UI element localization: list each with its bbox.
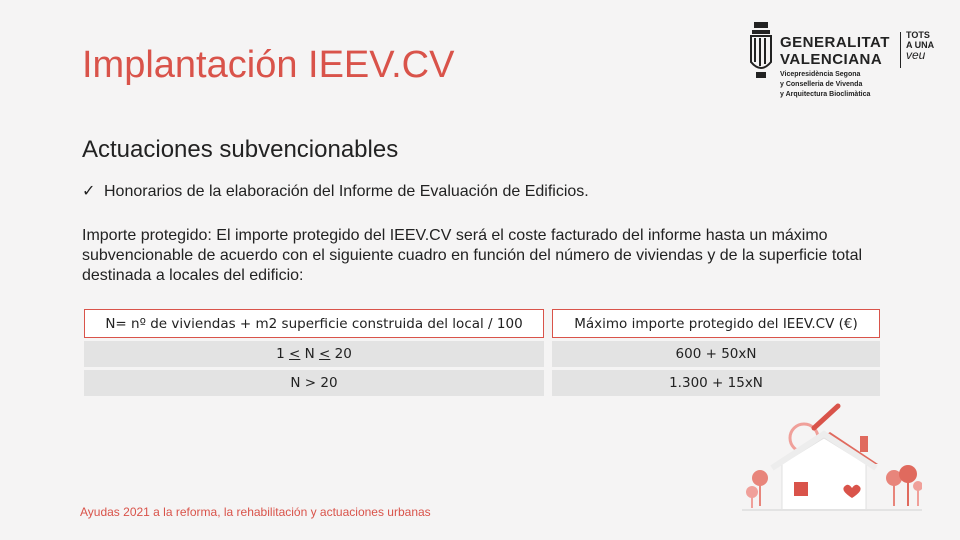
tots-line1: TOTS [906, 30, 930, 40]
logo-divider [900, 32, 901, 68]
dept-line3: y Arquitectura Bioclimàtica [780, 91, 871, 98]
table-cell: 1.300 + 15xN [552, 367, 880, 396]
table-header-row [84, 309, 880, 338]
bullet-item [82, 181, 589, 201]
house-with-magnifier-illustration [742, 402, 922, 522]
table-cell: 600 + 50xN [552, 338, 880, 367]
bullet-text: Honorarios de la elaboración del Informe de Evaluación de Edificios. [104, 183, 589, 200]
dept-line1: Vicepresidència Segona [780, 71, 861, 78]
table-header-formula: N= nº de viviendas + m2 superficie construida del local / 100 [84, 309, 544, 338]
table-header-amount: Máximo importe protegido del IEEV.CV (€) [552, 309, 880, 338]
table-row [84, 367, 880, 396]
tots-line2: A UNA [906, 40, 935, 50]
coat-of-arms-icon [748, 22, 774, 82]
table-cell: N > 20 [84, 367, 544, 396]
logo-line1: GENERALITAT [780, 34, 890, 51]
body-paragraph: Importe protegido: El importe protegido del IEEV.CV será el coste facturado del informe hasta un máximo subvencionable de acuerdo con el siguiente cuadro en función del número de viviendas y de la superficie total destinada a locales del edificio: [82, 227, 863, 284]
table-cell: 1 < N < 20 [84, 338, 544, 367]
logo-line2: VALENCIANA [780, 51, 883, 68]
section-heading: Actuaciones subvencionables [82, 136, 399, 163]
table-row [84, 338, 880, 367]
amounts-table [84, 309, 880, 396]
dept-line2: y Conselleria de Vivenda [780, 81, 863, 88]
checkmark-icon: ✓ [82, 183, 96, 200]
slide-title: Implantación IEEV.CV [82, 44, 455, 86]
footer-text: Ayudas 2021 a la reforma, la rehabilitación y actuaciones urbanas [80, 505, 431, 519]
tots-line3: veu [906, 48, 926, 62]
generalitat-logo [748, 18, 948, 108]
